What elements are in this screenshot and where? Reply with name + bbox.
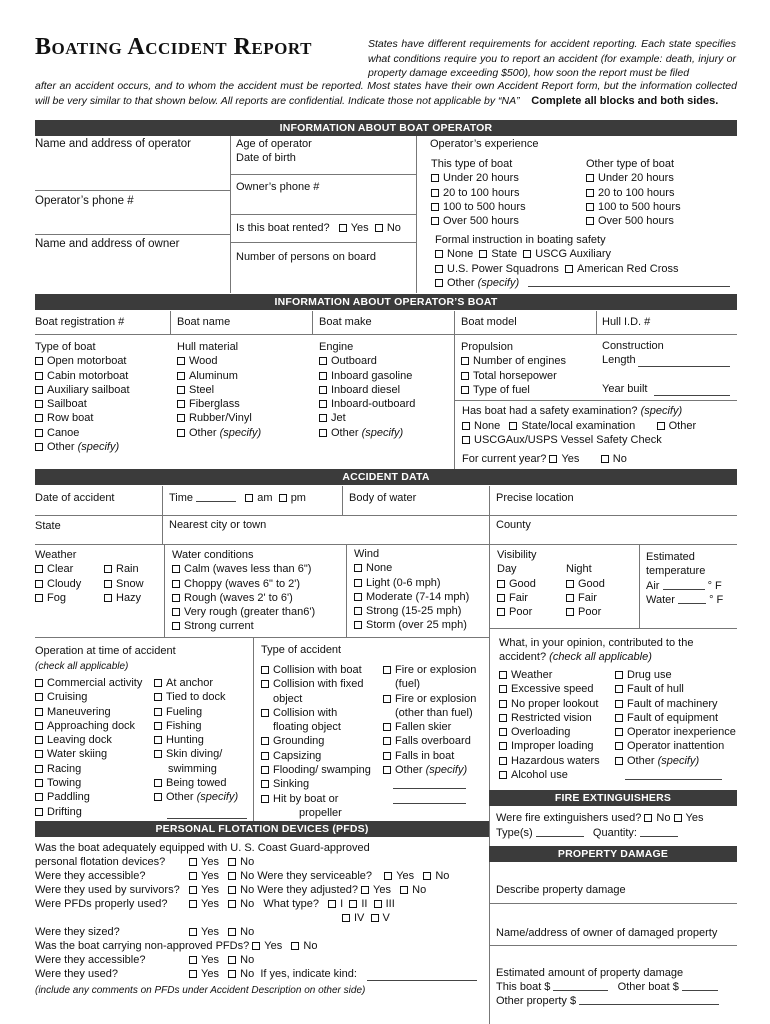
precise-location-label: Precise location: [496, 492, 574, 504]
divider: [35, 334, 737, 335]
other-property-damage-field[interactable]: [579, 1004, 719, 1005]
pfd-q4-answers: Yes No What type? I II III: [189, 898, 395, 911]
divider: [312, 311, 313, 334]
rented-no-checkbox[interactable]: [375, 224, 383, 232]
divider: [454, 311, 455, 334]
acc-capsizing-checkbox[interactable]: [261, 752, 269, 760]
pfd-type-iv-checkbox[interactable]: [342, 914, 350, 922]
contrib-machinery-checkbox[interactable]: [615, 700, 623, 708]
contrib-other-checkbox[interactable]: [615, 757, 623, 765]
state-label: State: [35, 520, 61, 532]
pfd-types-row2: IV V: [342, 912, 390, 925]
pfd-q5: Were they sized?: [35, 926, 120, 938]
pfd-q4: Were PFDs properly used?: [35, 898, 168, 910]
hull-id-label: Hull I.D. #: [602, 316, 651, 328]
this-20-100-checkbox[interactable]: [431, 189, 439, 197]
pfd-q6-yes-checkbox[interactable]: [252, 942, 260, 950]
this-boat-experience-list: This type of boat Under 20 hours 20 to 100 hours 100 to 500 hours Over 500 hours: [431, 158, 526, 228]
type-open-motorboat-checkbox[interactable]: [35, 357, 43, 365]
pfd-q7-no-checkbox[interactable]: [228, 956, 236, 964]
other-100-500-checkbox[interactable]: [586, 203, 594, 211]
hull-other-checkbox[interactable]: [177, 429, 185, 437]
boat-registration-label: Boat registration #: [35, 316, 125, 328]
wind-storm-checkbox[interactable]: [354, 621, 362, 629]
contrib-vision-checkbox[interactable]: [499, 714, 507, 722]
air-temp-field[interactable]: [663, 589, 705, 590]
pfd-q2: Were they accessible?: [35, 870, 146, 882]
pfd-q6-no-checkbox[interactable]: [291, 942, 299, 950]
county-label: County: [496, 519, 531, 531]
water-calm-checkbox[interactable]: [172, 565, 180, 573]
boat-make-label: Boat make: [319, 316, 372, 328]
section-bar-pfd: PERSONAL FLOTATION DEVICES (PFDS): [35, 821, 489, 837]
other-property-damage-label: Other property $: [496, 995, 719, 1008]
op-approaching-dock-checkbox[interactable]: [35, 722, 43, 730]
pfd-q4-no-checkbox[interactable]: [228, 900, 236, 908]
type-of-boat-list: Type of boat Open motorboat Cabin motorboat Auxiliary sailboat Sailboat Row boat Canoe Other (specify): [35, 341, 130, 454]
intro-text-right: States have different requirements for accident reporting. Each state specifies what conditions require you to report an accident (for example: death, injury or property damage exceeding $500), how soon the report must be filed: [368, 38, 736, 79]
divider: [35, 544, 737, 545]
accident-type-list-b: Fire or explosion (fuel) Fire or explosion (other than fuel) Fallen skier Falls overboard Falls in boat Other (specify): [383, 663, 476, 777]
op-skin-diving-checkbox[interactable]: [154, 750, 162, 758]
water-very-rough-checkbox[interactable]: [172, 608, 180, 616]
this-under-20-checkbox[interactable]: [431, 174, 439, 182]
divider: [170, 311, 171, 334]
estimated-damage-label: Estimated amount of property damage: [496, 967, 684, 979]
day-fair-checkbox[interactable]: [497, 594, 505, 602]
weather-fog-checkbox[interactable]: [35, 594, 43, 602]
contrib-loading-checkbox[interactable]: [499, 742, 507, 750]
op-fishing-checkbox[interactable]: [154, 722, 162, 730]
op-anchor-checkbox[interactable]: [154, 679, 162, 687]
horsepower-checkbox[interactable]: [461, 372, 469, 380]
engine-outboard-checkbox[interactable]: [319, 357, 327, 365]
pfd-q4-yes-checkbox[interactable]: [189, 900, 197, 908]
op-water-skiing-checkbox[interactable]: [35, 750, 43, 758]
owner-phone-label: Owner’s phone #: [236, 181, 320, 193]
safety-exam-question: Has boat had a safety examination? (specify): [462, 405, 683, 417]
contrib-list-b: Drug use Fault of hull Fault of machinery Fault of equipment Operator inexperience Operator inattention Other (specify): [615, 668, 736, 768]
engine-list: Engine Outboard Inboard gasoline Inboard diesel Inboard-outboard Jet Other (specify): [319, 341, 416, 439]
contrib-other-field[interactable]: [625, 779, 722, 780]
wind-none-checkbox[interactable]: [354, 564, 362, 572]
pfd-type-ii-checkbox[interactable]: [349, 900, 357, 908]
pfd-q5-no-checkbox[interactable]: [228, 928, 236, 936]
pfd-q1-no-checkbox[interactable]: [228, 858, 236, 866]
divider: [342, 486, 343, 516]
pfd-q3-yes-checkbox[interactable]: [189, 886, 197, 894]
visibility-night-list: Night Good Fair Poor: [566, 563, 605, 619]
divider: [35, 637, 489, 638]
other-20-100-checkbox[interactable]: [586, 189, 594, 197]
pfd-adjusted-yes-checkbox[interactable]: [361, 886, 369, 894]
operation-list-b: At anchor Tied to dock Fueling Fishing Hunting Skin diving/ swimming Being towed Other (specify): [154, 676, 238, 805]
operator-experience-label: Operator’s experience: [430, 138, 539, 150]
describe-damage-label: Describe property damage: [496, 884, 626, 896]
contrib-lookout-checkbox[interactable]: [499, 700, 507, 708]
weather-hazy-checkbox[interactable]: [104, 594, 112, 602]
safety-exam-options: None State/local examination Other: [462, 420, 696, 433]
fire-types-label: Type(s) Quantity:: [496, 827, 678, 840]
year-built-field[interactable]: [654, 395, 730, 396]
divider: [596, 311, 597, 334]
exam-none-checkbox[interactable]: [462, 422, 470, 430]
other-boat-damage-field[interactable]: [682, 990, 718, 991]
contrib-weather-checkbox[interactable]: [499, 671, 507, 679]
contributed-question: What, in your opinion, contributed to the accident? (check all applicable): [499, 637, 694, 664]
contrib-hull-checkbox[interactable]: [615, 685, 623, 693]
complete-all-note: Complete all blocks and both sides.: [531, 94, 719, 107]
op-fueling-checkbox[interactable]: [154, 708, 162, 716]
op-commercial-checkbox[interactable]: [35, 679, 43, 687]
contrib-overloading-checkbox[interactable]: [499, 728, 507, 736]
pfd-q1a: Was the boat adequately equipped with U. S. Coast Guard-approved: [35, 842, 370, 854]
divider: [489, 945, 737, 946]
wind-light-checkbox[interactable]: [354, 579, 362, 587]
hull-steel-checkbox[interactable]: [177, 386, 185, 394]
pfd-q3-answers: Yes No Were they adjusted? Yes No: [189, 884, 426, 897]
visibility-day-list: Visibility Day Good Fair Poor: [497, 549, 537, 619]
op-being-towed-checkbox[interactable]: [154, 779, 162, 787]
time-field[interactable]: [196, 501, 236, 502]
num-engines-checkbox[interactable]: [461, 357, 469, 365]
pfd-q3-no-checkbox[interactable]: [228, 886, 236, 894]
acc-other-checkbox[interactable]: [383, 766, 391, 774]
weather-list-b: Rain Snow Hazy: [104, 562, 144, 605]
pm-checkbox[interactable]: [279, 494, 287, 502]
engine-io-checkbox[interactable]: [319, 400, 327, 408]
hull-rubber-checkbox[interactable]: [177, 414, 185, 422]
pfd-q7: Were they accessible?: [35, 954, 146, 966]
acc-collision-fixed-checkbox[interactable]: [261, 680, 269, 688]
pfd-q2-answers: Yes No Were they serviceable? Yes No: [189, 870, 449, 883]
acc-collision-boat-checkbox[interactable]: [261, 666, 269, 674]
water-conditions-list: Water conditions Calm (waves less than 6") Choppy (waves 6" to 2') Rough (waves 2' to 6') Very rough (greater than6') Strong current: [172, 549, 316, 633]
op-towing-checkbox[interactable]: [35, 779, 43, 787]
divider: [454, 400, 737, 401]
section-bar-boat: INFORMATION ABOUT OPERATOR’S BOAT: [35, 294, 737, 310]
exam-other-checkbox[interactable]: [657, 422, 665, 430]
operator-phone-field[interactable]: [35, 234, 230, 235]
acc-hit-by-boat-checkbox[interactable]: [261, 795, 269, 803]
uscg-check-option: USCGAux/USPS Vessel Safety Check: [462, 434, 662, 447]
engine-other-checkbox[interactable]: [319, 429, 327, 437]
pfd-q1-yes-checkbox[interactable]: [189, 858, 197, 866]
instr-none-checkbox[interactable]: [435, 250, 443, 258]
damaged-owner-label: Name/address of owner of damaged property: [496, 927, 718, 939]
divider: [230, 214, 416, 215]
operation-list-a: Commercial activity Cruising Maneuvering Approaching dock Leaving dock Water skiing Racing Towing Paddling Drifting: [35, 676, 142, 819]
weather-snow-checkbox[interactable]: [104, 580, 112, 588]
exam-state-checkbox[interactable]: [509, 422, 517, 430]
operation-title: Operation at time of accident: [35, 645, 176, 657]
acc-fallen-skier-checkbox[interactable]: [383, 723, 391, 731]
day-poor-checkbox[interactable]: [497, 608, 505, 616]
contrib-speed-checkbox[interactable]: [499, 685, 507, 693]
owner-name-address-label: Name and address of owner: [35, 238, 180, 250]
divider: [230, 242, 416, 243]
acc-sinking-checkbox[interactable]: [261, 780, 269, 788]
pfd-q3: Were they used by survivors?: [35, 884, 180, 896]
contrib-drug-checkbox[interactable]: [615, 671, 623, 679]
pfd-q7-yes-checkbox[interactable]: [189, 956, 197, 964]
propulsion-list: Propulsion Number of engines Total horsepower Type of fuel: [461, 341, 566, 396]
contrib-inattention-checkbox[interactable]: [615, 742, 623, 750]
acc-other-field-1[interactable]: [393, 788, 466, 789]
contrib-inexperience-checkbox[interactable]: [615, 728, 623, 736]
current-year-no-checkbox[interactable]: [601, 455, 609, 463]
boat-model-label: Boat model: [461, 316, 517, 328]
op-paddling-checkbox[interactable]: [35, 793, 43, 801]
am-checkbox[interactable]: [245, 494, 253, 502]
operator-phone-label: Operator’s phone #: [35, 195, 134, 207]
other-over-500-checkbox[interactable]: [586, 217, 594, 225]
fire-yes-checkbox[interactable]: [674, 814, 682, 822]
op-cruising-checkbox[interactable]: [35, 693, 43, 701]
body-of-water-label: Body of water: [349, 492, 417, 504]
acc-flooding-checkbox[interactable]: [261, 766, 269, 774]
year-built-label: Year built: [602, 383, 648, 395]
divider: [489, 628, 737, 629]
persons-on-board-label: Number of persons on board: [236, 251, 377, 263]
pfd-q1-answers: Yes No: [189, 856, 254, 869]
pfd-kind-field[interactable]: [367, 980, 477, 981]
op-maneuvering-checkbox[interactable]: [35, 708, 43, 716]
operator-age-label: Age of operator: [236, 138, 312, 150]
contrib-hazardous-checkbox[interactable]: [499, 757, 507, 765]
op-leaving-dock-checkbox[interactable]: [35, 736, 43, 744]
section-bar-operator: INFORMATION ABOUT BOAT OPERATOR: [35, 120, 737, 136]
op-other-checkbox[interactable]: [154, 793, 162, 801]
pfd-serviceable-yes-checkbox[interactable]: [384, 872, 392, 880]
divider: [489, 903, 737, 904]
pfd-q5-answers: Yes No: [189, 926, 254, 939]
weather-clear-checkbox[interactable]: [35, 565, 43, 573]
this-over-500-checkbox[interactable]: [431, 217, 439, 225]
pfd-adjusted-no-checkbox[interactable]: [400, 886, 408, 894]
pfd-q2-no-checkbox[interactable]: [228, 872, 236, 880]
hull-wood-checkbox[interactable]: [177, 357, 185, 365]
divider: [253, 637, 254, 821]
type-sailboat-checkbox[interactable]: [35, 400, 43, 408]
current-year-question: For current year? Yes No: [462, 453, 627, 465]
water-rough-checkbox[interactable]: [172, 594, 180, 602]
wind-strong-checkbox[interactable]: [354, 607, 362, 615]
other-under-20-checkbox[interactable]: [586, 174, 594, 182]
acc-collision-floating-checkbox[interactable]: [261, 709, 269, 717]
pfd-type-v-checkbox[interactable]: [371, 914, 379, 922]
check-all-note: (check all applicable): [35, 661, 129, 672]
instr-red-cross-checkbox[interactable]: [565, 265, 573, 273]
water-choppy-checkbox[interactable]: [172, 580, 180, 588]
pfd-type-i-checkbox[interactable]: [328, 900, 336, 908]
pfd-q6: Was the boat carrying non-approved PFDs? Yes No: [35, 940, 318, 952]
boat-rented-question: Is this boat rented? Yes No: [236, 222, 401, 234]
section-bar-accident: ACCIDENT DATA: [35, 469, 737, 485]
length-field[interactable]: [638, 366, 730, 367]
weather-cloudy-checkbox[interactable]: [35, 580, 43, 588]
contrib-equipment-checkbox[interactable]: [615, 714, 623, 722]
divider: [230, 174, 416, 175]
accident-date-label: Date of accident: [35, 492, 115, 504]
formal-instruction-list: Formal instruction in boating safety None State USCG Auxiliary U.S. Power Squadrons American Red Cross Other (specify): [435, 234, 679, 289]
divider: [489, 628, 490, 1024]
exam-uscg-checkbox[interactable]: [462, 436, 470, 444]
instr-other-checkbox[interactable]: [435, 279, 443, 287]
boat-name-label: Boat name: [177, 316, 231, 328]
length-label: Length: [602, 354, 636, 366]
pfd-q7-answers: Yes No: [189, 954, 254, 967]
pfd-q1b: personal flotation devices?: [35, 856, 166, 868]
acc-fire-fuel-checkbox[interactable]: [383, 666, 391, 674]
contrib-list-a: Weather Excessive speed No proper lookout Restricted vision Overloading Improper loading Hazardous waters Alcohol use: [499, 668, 600, 782]
op-hunting-checkbox[interactable]: [154, 736, 162, 744]
rented-yes-checkbox[interactable]: [339, 224, 347, 232]
fuel-type-checkbox[interactable]: [461, 386, 469, 394]
op-racing-checkbox[interactable]: [35, 765, 43, 773]
current-year-yes-checkbox[interactable]: [549, 455, 557, 463]
pfd-q5-yes-checkbox[interactable]: [189, 928, 197, 936]
engine-inboard-gas-checkbox[interactable]: [319, 372, 327, 380]
wind-moderate-checkbox[interactable]: [354, 593, 362, 601]
hull-material-list: Hull material Wood Aluminum Steel Fiberglass Rubber/Vinyl Other (specify): [177, 341, 262, 439]
water-current-checkbox[interactable]: [172, 622, 180, 630]
weather-list: Weather Clear Cloudy Fog: [35, 549, 82, 604]
pfd-serviceable-no-checkbox[interactable]: [423, 872, 431, 880]
type-aux-sailboat-checkbox[interactable]: [35, 386, 43, 394]
type-canoe-checkbox[interactable]: [35, 429, 43, 437]
pfd-q2-yes-checkbox[interactable]: [189, 872, 197, 880]
op-other-field[interactable]: [167, 818, 247, 819]
acc-falls-overboard-checkbox[interactable]: [383, 737, 391, 745]
type-other-checkbox[interactable]: [35, 443, 43, 451]
form-title: Boating Accident Report: [35, 34, 312, 60]
type-row-boat-checkbox[interactable]: [35, 414, 43, 422]
type-cabin-motorboat-checkbox[interactable]: [35, 372, 43, 380]
water-temp-field[interactable]: [678, 603, 706, 604]
pfd-q8-no-checkbox[interactable]: [228, 970, 236, 978]
engine-inboard-diesel-checkbox[interactable]: [319, 386, 327, 394]
this-boat-damage-label: This boat $ Other boat $: [496, 981, 718, 994]
accident-time-label: Time am pm: [169, 492, 306, 504]
divider: [454, 334, 455, 469]
accident-type-list-a: Collision with boat Collision with fixed object Collision with floating object Grounding Capsizing Flooding/ swamping Sinking Hit by boat or propeller: [261, 663, 371, 820]
pfd-type-iii-checkbox[interactable]: [374, 900, 382, 908]
intro-text: after an accident occurs, and to whom the accident must be reported. Most states have their own Accident Report form, but the information collected will be very similar to that shown below. All reports are confidential. Indicate those not applicable by “NA” Complete all blocks and both sides.: [35, 80, 737, 107]
acc-grounding-checkbox[interactable]: [261, 737, 269, 745]
night-good-checkbox[interactable]: [566, 580, 574, 588]
fire-no-checkbox[interactable]: [644, 814, 652, 822]
divider: [35, 515, 737, 516]
weather-rain-checkbox[interactable]: [104, 565, 112, 573]
construction-label: Construction: [602, 340, 664, 352]
temperature-block: Estimated temperature Air ° F Water ° F: [646, 551, 724, 606]
acc-falls-in-boat-checkbox[interactable]: [383, 752, 391, 760]
nearest-city-label: Nearest city or town: [169, 519, 267, 531]
day-good-checkbox[interactable]: [497, 580, 505, 588]
operator-name-address-label: Name and address of operator: [35, 138, 191, 150]
fire-types-field[interactable]: [536, 836, 584, 837]
divider: [346, 544, 347, 637]
pfd-q8: Were they used?: [35, 968, 118, 980]
night-poor-checkbox[interactable]: [566, 608, 574, 616]
pfd-note: (include any comments on PFDs under Accident Description on other side): [35, 985, 366, 996]
operator-dob-label: Date of birth: [236, 152, 296, 164]
acc-fire-other-checkbox[interactable]: [383, 695, 391, 703]
instr-power-squadrons-checkbox[interactable]: [435, 265, 443, 273]
type-of-accident-title: Type of accident: [261, 644, 342, 656]
section-bar-property: PROPERTY DAMAGE: [489, 846, 737, 862]
instr-other-field[interactable]: [528, 286, 730, 287]
section-bar-fire: FIRE EXTINGUISHERS: [489, 790, 737, 806]
hull-aluminum-checkbox[interactable]: [177, 372, 185, 380]
operator-name-field[interactable]: [35, 190, 230, 191]
acc-other-field-2[interactable]: [393, 803, 466, 804]
divider: [416, 136, 417, 293]
divider: [639, 544, 640, 628]
hull-fiberglass-checkbox[interactable]: [177, 400, 185, 408]
pfd-q8-yes-checkbox[interactable]: [189, 970, 197, 978]
divider: [489, 486, 490, 628]
engine-jet-checkbox[interactable]: [319, 414, 327, 422]
divider: [164, 544, 165, 637]
fire-quantity-field[interactable]: [640, 836, 678, 837]
op-drifting-checkbox[interactable]: [35, 808, 43, 816]
other-boat-experience-list: Other type of boat Under 20 hours 20 to 100 hours 100 to 500 hours Over 500 hours: [586, 158, 681, 228]
instr-uscg-checkbox[interactable]: [523, 250, 531, 258]
night-fair-checkbox[interactable]: [566, 594, 574, 602]
contrib-alcohol-checkbox[interactable]: [499, 771, 507, 779]
op-tied-checkbox[interactable]: [154, 693, 162, 701]
wind-list: Wind None Light (0-6 mph) Moderate (7-14 mph) Strong (15-25 mph) Storm (over 25 mph): [354, 548, 470, 632]
pfd-q8-answers: Yes No If yes, indicate kind:: [189, 968, 357, 981]
instr-state-checkbox[interactable]: [479, 250, 487, 258]
this-boat-damage-field[interactable]: [553, 990, 608, 991]
fire-used-question: Were fire extinguishers used? No Yes: [496, 812, 704, 824]
this-100-500-checkbox[interactable]: [431, 203, 439, 211]
